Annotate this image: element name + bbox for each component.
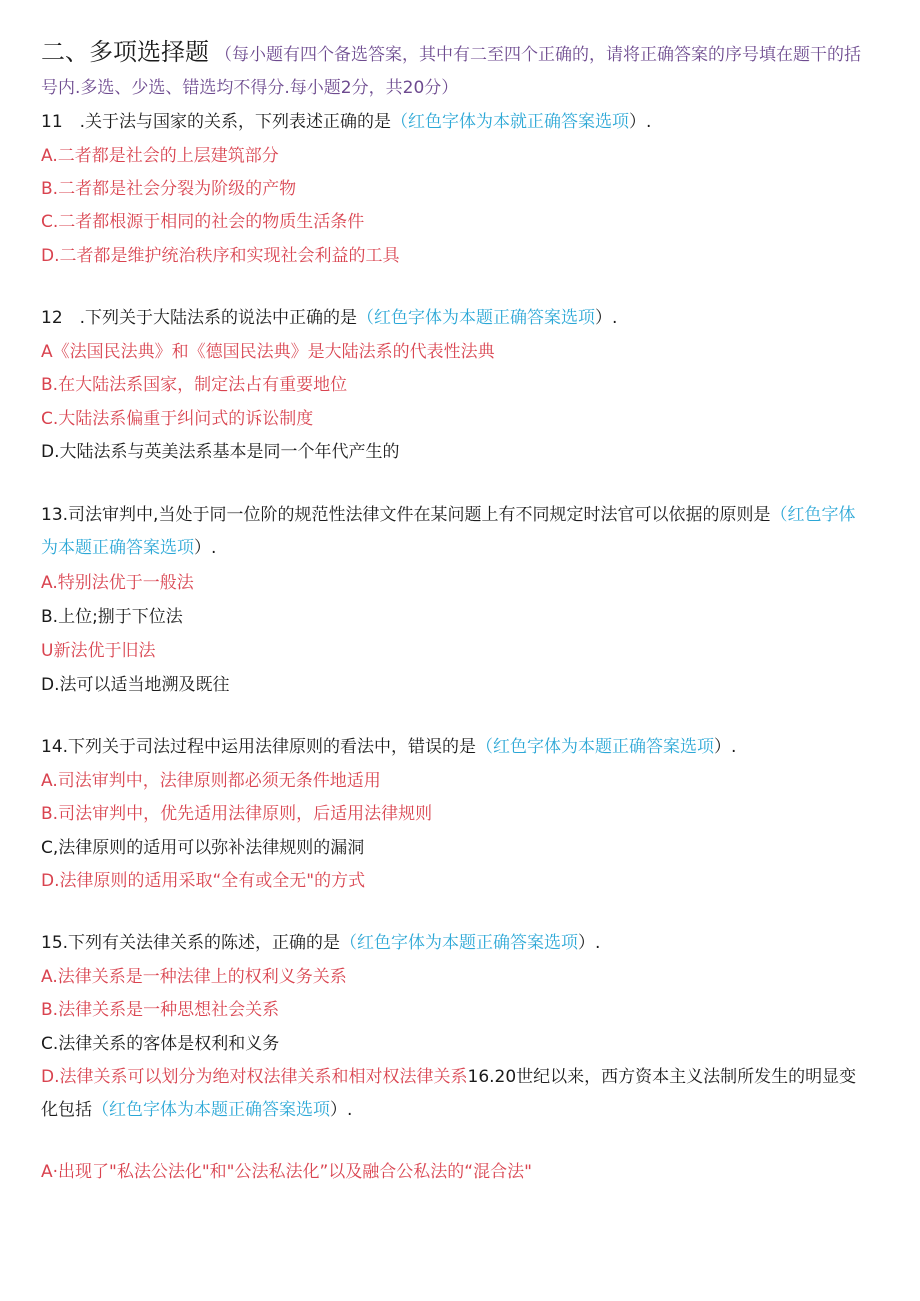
- q16-stem: 16.20世纪以来，西方资本主义法制所发生的明显变化包括: [41, 1067, 857, 1120]
- q11-stem-line: [41, 110, 651, 134]
- q13-option-b: B.上位;捌于下位法: [41, 607, 183, 627]
- section-header: [41, 36, 871, 105]
- q11-option-d: D.二者都是维护统治秩序和实现社会利益的工具: [41, 246, 400, 266]
- q14-tail: ）.: [714, 737, 737, 757]
- q15-option-a: A.法律关系是一种法律上的权利义务关系: [41, 967, 347, 987]
- q16-tail: ）.: [330, 1100, 353, 1120]
- q11-stem: 11 .关于法与国家的关系，下列表述正确的是: [41, 112, 392, 132]
- q14-option-a: A.司法审判中，法律原则都必须无条件地适用: [41, 771, 381, 791]
- q12-hint: （红色字体为本题正确答案选项: [357, 308, 596, 328]
- section-heading: 二、多项选择题: [41, 38, 209, 66]
- q13-option-c: U新法优于旧法: [41, 641, 156, 661]
- q16-option-a: A·出现了"私法公法化"和"公法私法化”以及融合公私法的“混合法": [41, 1162, 532, 1182]
- q13-stem-line: [41, 499, 871, 565]
- q15-stem: 15.下列有关法律关系的陈述，正确的是: [41, 933, 341, 953]
- q14-option-c: C,法律原则的适用可以弥补法律规则的漏洞: [41, 838, 365, 858]
- q15-d-q16-stem-line: [41, 1061, 871, 1127]
- q12-option-a: A《法国民法典》和《德国民法典》是大陆法系的代表性法典: [41, 342, 495, 362]
- q13-hint: （红色字体为本题正确答案选项: [41, 505, 856, 558]
- q16-hint: （红色字体为本题正确答案选项: [92, 1100, 330, 1120]
- q12-stem-line: [41, 306, 617, 330]
- q15-option-b: B.法律关系是一种思想社会关系: [41, 1000, 280, 1020]
- section-note: （每小题有四个备选答案，其中有二至四个正确的，请将正确答案的序号填在题干的括号内.多选、少选、错选均不得分.每小题2分，共20分）: [41, 45, 861, 98]
- q14-hint: （红色字体为本题正确答案选项: [476, 737, 715, 757]
- q13-option-d: D.法可以适当地溯及既往: [41, 675, 230, 695]
- q15-stem-line: [41, 931, 600, 955]
- q13-option-a: A.特别法优于一般法: [41, 573, 194, 593]
- q13-tail: ）.: [194, 538, 217, 558]
- q14-option-d: D.法律原则的适用采取“全有或全无"的方式: [41, 871, 366, 891]
- q11-option-a: A.二者都是社会的上层建筑部分: [41, 146, 279, 166]
- q11-option-c: C.二者都根源于相同的社会的物质生活条件: [41, 212, 365, 232]
- q11-tail: ）.: [629, 112, 652, 132]
- q14-stem: 14.下列关于司法过程中运用法律原则的看法中，错误的是: [41, 737, 477, 757]
- q15-tail: ）.: [578, 933, 601, 953]
- q15-option-d: D.法律关系可以划分为绝对权法律关系和相对权法律关系: [41, 1067, 468, 1087]
- q11-option-b: B.二者都是社会分裂为阶级的产物: [41, 179, 297, 199]
- q12-option-b: B.在大陆法系国家，制定法占有重要地位: [41, 375, 348, 395]
- q11-hint: （红色字体为本就正确答案选项: [391, 112, 630, 132]
- q12-option-c: C.大陆法系偏重于纠问式的诉讼制度: [41, 409, 314, 429]
- q14-stem-line: [41, 735, 736, 759]
- q12-option-d: D.大陆法系与英美法系基本是同一个年代产生的: [41, 442, 400, 462]
- q15-option-c: C.法律关系的客体是权利和义务: [41, 1034, 280, 1054]
- q13-stem: 13.司法审判中,当处于同一位阶的规范性法律文件在某问题上有不同规定时法官可以依据的原则是: [41, 505, 771, 525]
- q15-hint: （红色字体为本题正确答案选项: [340, 933, 579, 953]
- q12-tail: ）.: [595, 308, 618, 328]
- q14-option-b: B.司法审判中，优先适用法律原则，后适用法律规则: [41, 804, 433, 824]
- q12-stem: 12 .下列关于大陆法系的说法中正确的是: [41, 308, 358, 328]
